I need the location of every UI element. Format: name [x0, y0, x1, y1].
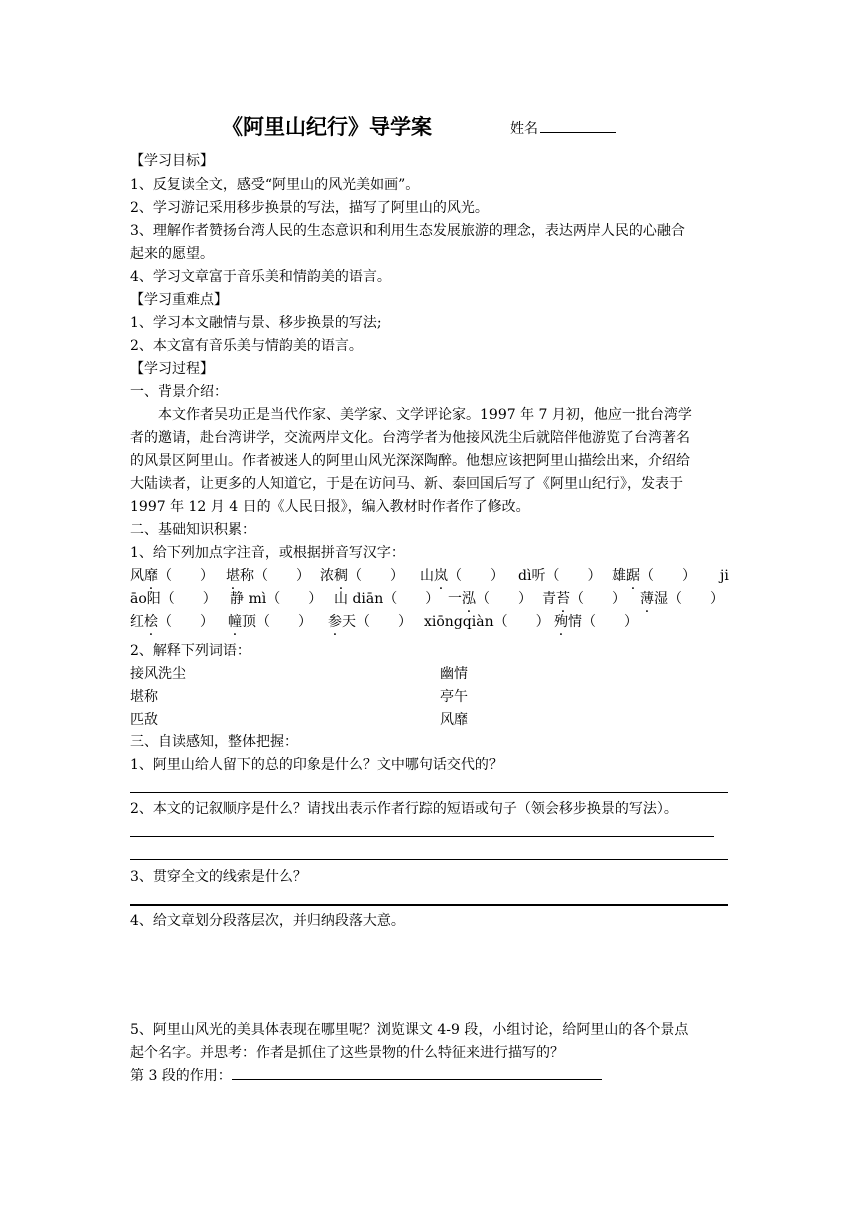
term-right: 幽情 — [440, 666, 468, 682]
term-right: 风靡 — [440, 712, 468, 728]
reading-question-2: 2、本文的记叙顺序是什么？请找出表示作者行踪的短语或句子（领会移步换景的写法）。 — [130, 801, 678, 817]
goal-item: 3、理解作者赞扬台湾人民的生态意识和利用生态发展旅游的理念，表达两岸人民的心融合 — [130, 223, 685, 239]
name-label: 姓名 — [510, 121, 538, 137]
reading-question-1: 1、阿里山给人留下的总的印象是什么？文中哪句话交代的？ — [130, 757, 503, 773]
pinyin-item: 青苔（ ） — [542, 591, 626, 607]
key-point-item: 1、学习本文融情与景、移步换景的写法; — [130, 315, 382, 331]
goal-item: 1、反复读全文，感受“阿里山的风光美如画”。 — [130, 177, 420, 193]
pinyin-item: 山 diān（ ） — [334, 591, 440, 607]
reading-question-4: 4、给文章划分段落层次，并归纳段落大意。 — [130, 913, 405, 929]
term-left: 匹敌 — [130, 712, 158, 728]
background-line: 大陆读者，让更多的人知道它，于是在访问马、新、泰回国后写了《阿里山纪行》，发表于 — [130, 476, 683, 492]
pinyin-item: 幢顶（ ） — [228, 614, 312, 630]
answer-line[interactable] — [130, 836, 714, 837]
pinyin-item: 浓稠（ ） — [320, 568, 404, 584]
answer-line[interactable] — [130, 792, 728, 793]
basics-question-1: 1、给下列加点字注音，或根据拼音写汉字： — [130, 545, 405, 561]
process-heading: 【学习过程】 — [130, 361, 214, 377]
answer-line[interactable] — [130, 859, 728, 860]
pinyin-item: 殉情（ ） — [554, 614, 638, 630]
background-line: 者的邀请，赴台湾讲学，交流两岸文化。台湾学者为他接风洗尘后就陪伴他游览了台湾著名 — [130, 430, 690, 446]
reading-question-5: 5、阿里山风光的美具体表现在哪里呢？浏览课文 4-9 段，小组讨论，给阿里山的各个景点 — [130, 1022, 689, 1038]
para3-answer-line[interactable] — [232, 1065, 602, 1080]
goal-item: 2、学习游记采用移步换景的写法，描写了阿里山的风光。 — [130, 200, 489, 216]
key-point-item: 2、本文富有音乐美与情韵美的语言。 — [130, 338, 363, 354]
basics-heading: 二、基础知识积累： — [130, 522, 256, 538]
pinyin-item: 风靡（ ） — [130, 568, 214, 584]
reading-question-5-cont: 起个名字。并思考：作者是抓住了这些景物的什么特征来进行描写的？ — [130, 1045, 564, 1061]
pinyin-item: 参天（ ） — [328, 614, 412, 630]
name-blank-line — [540, 118, 616, 133]
reading-heading: 三、自读感知，整体把握： — [130, 734, 298, 750]
para3-function — [130, 1065, 602, 1087]
name-field — [510, 118, 616, 140]
basics-question-2: 2、解释下列词语： — [130, 643, 251, 659]
goals-heading: 【学习目标】 — [130, 153, 214, 169]
term-right: 亭午 — [440, 689, 468, 705]
goal-item: 起来的愿望。 — [130, 246, 214, 262]
pinyin-item: 堪称（ ） — [226, 568, 310, 584]
answer-line[interactable] — [130, 904, 728, 906]
background-line: 1997 年 12 月 4 日的《人民日报》，编入教材时作者作了修改。 — [130, 499, 530, 515]
pinyin-item: āo阳（ ） — [130, 591, 217, 607]
pinyin-item: 红桧（ ） — [130, 614, 214, 630]
term-left: 接风洗尘 — [130, 666, 186, 682]
pinyin-item: 山岚（ ） — [420, 568, 504, 584]
background-heading: 一、背景介绍： — [130, 384, 228, 400]
page-title: 《阿里山纪行》导学案 — [222, 115, 432, 139]
pinyin-item: 静 mì（ ） — [230, 591, 323, 607]
term-left: 堪称 — [130, 689, 158, 705]
pinyin-item: dì听（ ） — [518, 568, 602, 584]
background-line: 的风景区阿里山。作者被迷人的阿里山风光深深陶醉。他想应该把阿里山描绘出来，介绍给 — [130, 453, 690, 469]
pinyin-item: ji — [720, 568, 729, 584]
pinyin-item: 一泓（ ） — [448, 591, 532, 607]
pinyin-item: 雄踞（ ） — [612, 568, 696, 584]
pinyin-item: xiōngqiàn（ ） — [424, 614, 550, 630]
para3-label: 第 3 段的作用： — [130, 1068, 232, 1084]
pinyin-item: 薄湿（ ） — [640, 591, 724, 607]
goal-item: 4、学习文章富于音乐美和情韵美的语言。 — [130, 269, 391, 285]
background-line: 本文作者吴功正是当代作家、美学家、文学评论家。1997 年 7 月初，他应一批台湾学 — [158, 407, 692, 423]
key-points-heading: 【学习重难点】 — [130, 292, 228, 308]
reading-question-3: 3、贯穿全文的线索是什么？ — [130, 869, 307, 885]
